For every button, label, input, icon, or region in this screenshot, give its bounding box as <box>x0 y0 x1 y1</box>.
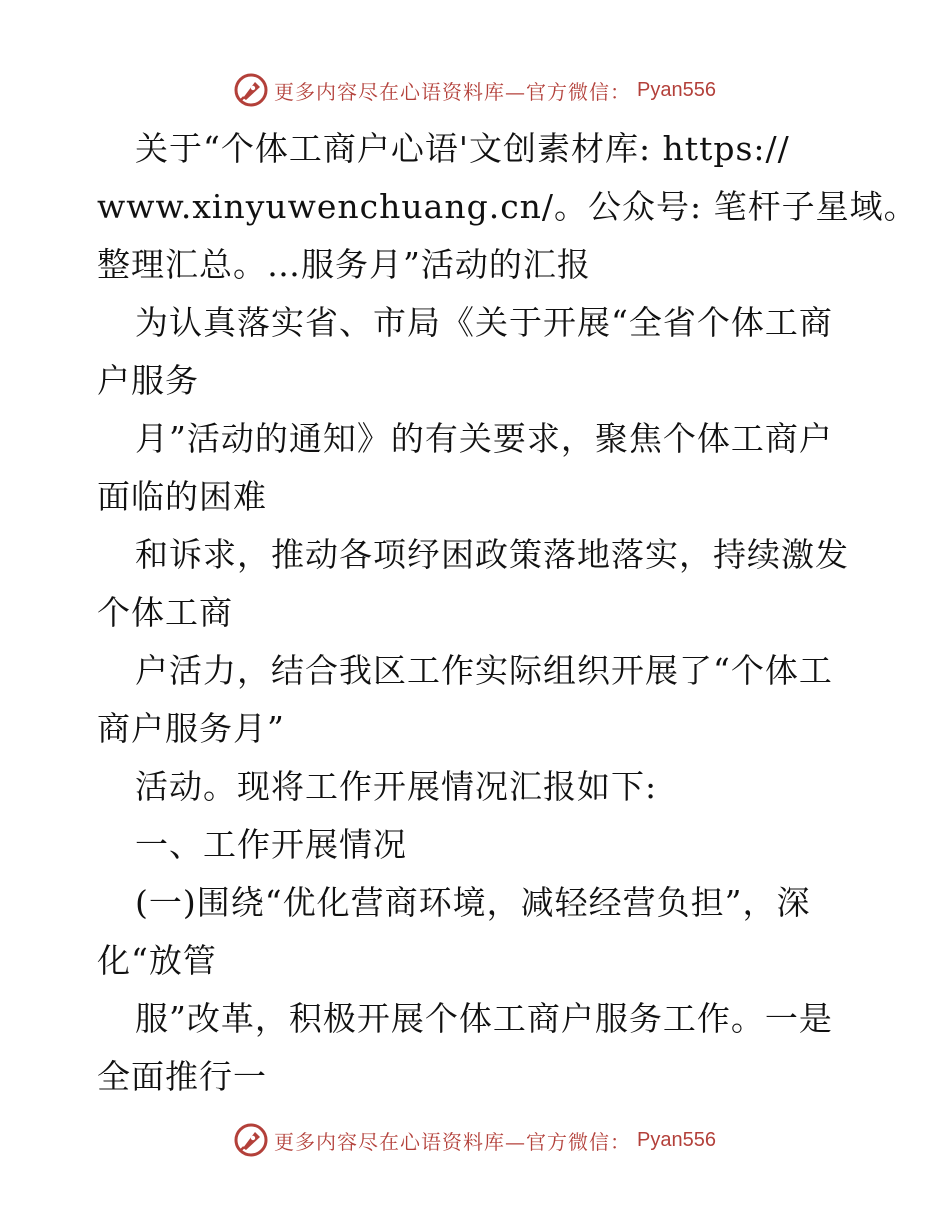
pen-nib-logo-icon <box>234 1123 268 1157</box>
document-line: 整理汇总。…服务月”活动的汇报 <box>97 245 591 284</box>
banner-text: 更多内容尽在心语资料库—官方微信： <box>274 1129 632 1154</box>
document-line: 面临的困难 <box>97 477 267 516</box>
document-line: www.xinyuwenchuang.cn/。公众号: 笔杆子星域。 <box>97 187 918 226</box>
footer-banner <box>0 1120 950 1160</box>
header-banner <box>0 70 950 110</box>
document-line: 月”活动的通知》的有关要求，聚焦个体工商户 <box>135 419 833 458</box>
document-line: 全面推行一 <box>97 1057 267 1096</box>
document-line: 服”改革，积极开展个体工商户服务工作。一是 <box>135 999 833 1038</box>
document-line: 一、工作开展情况 <box>135 825 407 864</box>
document-line: (一)围绕“优化营商环境，减轻经营负担”，深 <box>135 883 811 922</box>
banner-contact: Pyan556 <box>637 1128 716 1151</box>
document-line: 关于“个体工商户心语'文创素材库: https:// <box>135 129 790 168</box>
banner-text: 更多内容尽在心语资料库—官方微信： <box>274 79 632 104</box>
document-line: 化“放管 <box>97 941 217 980</box>
document-line: 户服务 <box>97 361 199 400</box>
document-line: 个体工商 <box>97 593 233 632</box>
document-line: 为认真落实省、市局《关于开展“全省个体工商 <box>135 303 833 342</box>
document-line: 商户服务月” <box>97 709 285 748</box>
document-line: 和诉求，推动各项纾困政策落地落实，持续激发 <box>135 535 849 574</box>
document-line: 户活力，结合我区工作实际组织开展了“个体工 <box>135 651 833 690</box>
document-body <box>97 120 918 1106</box>
pen-nib-logo-icon <box>234 73 268 107</box>
banner-contact: Pyan556 <box>637 78 716 101</box>
document-line: 活动。现将工作开展情况汇报如下: <box>135 767 658 806</box>
